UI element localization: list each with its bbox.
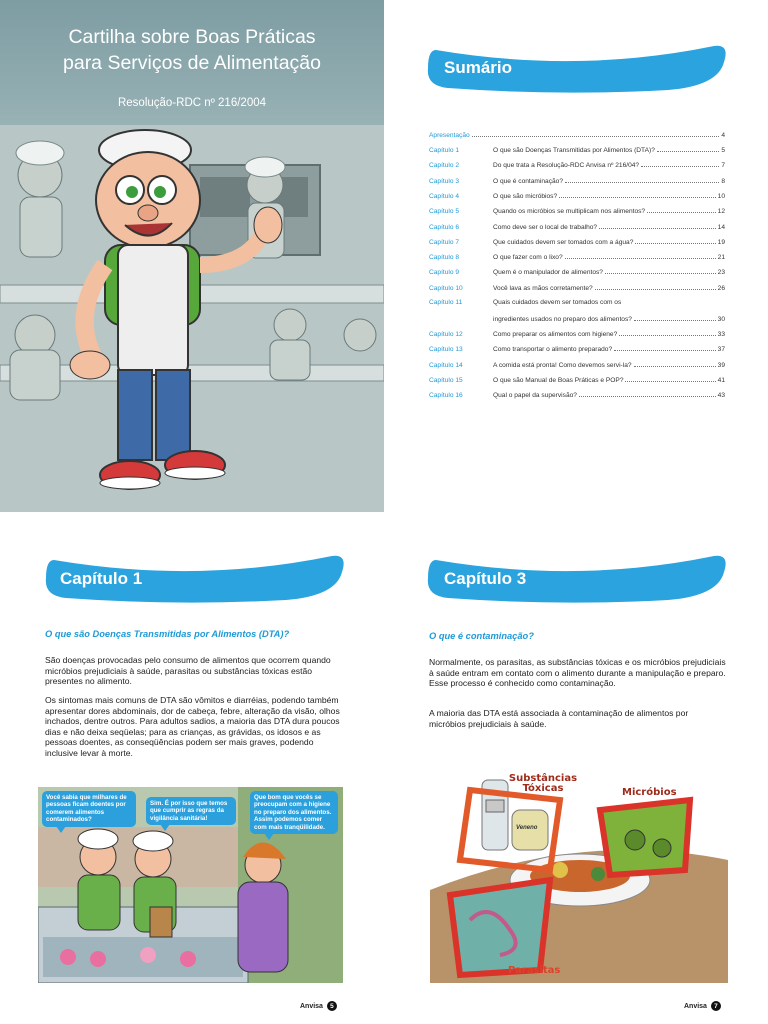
chapter3-illustration: [430, 770, 728, 983]
footer-page-number: 5: [327, 1001, 337, 1011]
chapter3-question: O que é contaminação?: [429, 631, 534, 641]
toc-chapter-title: Você lava as mãos corretamente?: [493, 284, 593, 292]
toc-row[interactable]: [429, 238, 725, 250]
chapter1-heading: Capítulo 1: [60, 569, 143, 588]
toc-chapter-label: Capítulo 2: [429, 162, 460, 170]
toc-chapter-label: Capítulo 7: [429, 238, 460, 246]
toc-page: 4: [721, 132, 725, 139]
toc-dots: [565, 177, 719, 183]
toc-dots: [657, 146, 719, 152]
toc-row[interactable]: [429, 345, 725, 357]
label-microbes: Micróbios: [622, 787, 677, 798]
toc-dots: [625, 376, 715, 382]
speech-bubble-1: Você sabia que milhares de pessoas ficam doentes por comerem alimentos contaminados?: [42, 791, 136, 827]
toc-chapter-label: Capítulo 10: [429, 284, 463, 292]
toc-row[interactable]: [429, 207, 725, 219]
toc-page: 8: [721, 177, 725, 185]
toc-row-continued[interactable]: [429, 315, 725, 327]
toc-chapter-label: Capítulo 8: [429, 254, 460, 262]
toc-page: 7: [721, 162, 725, 170]
toc-chapter-title: Quais cuidados devem ser tomados com os: [493, 299, 622, 306]
toc-chapter-title: O que são Manual de Boas Práticas e POP?: [493, 376, 624, 384]
toc-row[interactable]: [429, 376, 725, 388]
toc-page: 26: [717, 284, 725, 292]
toc-row[interactable]: [429, 223, 725, 235]
toc-dots: [635, 238, 715, 244]
toc-page: 33: [717, 331, 725, 338]
toc-page: 30: [717, 315, 725, 323]
speech-bubble-2: Sim. É por isso que temos que cumprir as regras da vigilância sanitária!: [146, 797, 236, 825]
toc-chapter-label: Capítulo 9: [429, 269, 460, 277]
toc-page: 21: [717, 254, 725, 262]
toc-page: 37: [717, 346, 725, 354]
chapter1-paragraph-2: Os sintomas mais comuns de DTA são vômitos e diarréias, podendo também apresentar dores abdominais, dor de cabeça, febre, alteração da visão, olhos inchados, dentre outros. Para adultos sadios, a maioria das DTA dura poucos dias e não deixa seqüelas; para as crianças, as grávidas, os idosos e as pessoas doentes, as conseqüências podem ser mais graves, podendo inclusive levar à morte.: [45, 695, 340, 758]
toc-row[interactable]: [429, 284, 725, 296]
toc-row[interactable]: [429, 361, 725, 373]
toc-row[interactable]: [429, 299, 725, 311]
bottle-label: Veneno: [516, 825, 538, 831]
label-toxic-substances: Substâncias Tóxicas: [508, 773, 578, 794]
toc-page: 43: [717, 392, 725, 400]
toc-dots: [559, 192, 716, 198]
toc-row[interactable]: [429, 146, 725, 158]
toc-chapter-label: Capítulo 13: [429, 346, 463, 354]
cover-illustration: [0, 125, 384, 512]
toc-page: 23: [717, 269, 725, 277]
toc-page: 10: [717, 192, 725, 200]
toc-row[interactable]: [429, 161, 725, 173]
toc-dots: [647, 207, 716, 213]
toc-chapter-title: Como deve ser o local de trabalho?: [493, 223, 598, 231]
chapter3-footer: [684, 1001, 721, 1011]
contamination-scene: [430, 770, 728, 983]
toc-dots: [599, 223, 716, 229]
chapter3-heading: Capítulo 3: [444, 569, 527, 588]
toc-chapter-title: O que fazer com o lixo?: [493, 254, 563, 262]
toc-page: 5: [721, 147, 725, 154]
footer-brand: Anvisa: [300, 1002, 323, 1010]
toc-chapter-title: O que são micróbios?: [493, 192, 558, 200]
toc-dots: [641, 161, 719, 167]
toc-page: 12: [717, 208, 725, 216]
toc-row[interactable]: [429, 268, 725, 280]
toc-dots: [634, 361, 716, 367]
toc-page: 14: [717, 223, 725, 231]
toc-chapter-title: Como preparar os alimentos com higiene?: [493, 331, 618, 338]
footer-brand: Anvisa: [684, 1002, 707, 1010]
toc-row-intro[interactable]: [429, 131, 725, 143]
toc-intro-label: Apresentação: [429, 132, 470, 139]
chapter3-paragraph-1: Normalmente, os parasitas, as substâncias tóxicas e os micróbios prejudiciais à saúde entram em contato com o alimento durante a manipulação e preparo. Esse processo é conhecido como contaminação.: [429, 657, 726, 689]
cover-subtitle: Resolução-RDC nº 216/2004: [117, 97, 267, 109]
toc-dots: [614, 345, 716, 351]
chapter1-paragraph-1: São doenças provocadas pelo consumo de alimentos que ocorrem quando micróbios prejudiciais à saúde, parasitas ou substâncias tóxicas estão presentes no alimento.: [45, 655, 331, 687]
toc-page: 41: [717, 376, 725, 384]
toc-chapter-title: Do que trata a Resolução-RDC Anvisa nº 216/04?: [493, 162, 640, 170]
cover-page: [0, 0, 384, 512]
label-parasites: Parasitas: [508, 965, 561, 976]
toc-dots: [634, 315, 716, 321]
toc-chapter-label: Capítulo 3: [429, 177, 460, 185]
toc-row[interactable]: [429, 253, 725, 265]
toc-chapter-label: Capítulo 12: [429, 331, 463, 338]
chapter1-footer: [300, 1001, 337, 1011]
footer-page-number: 7: [711, 1001, 721, 1011]
toc-chapter-label: Capítulo 14: [429, 361, 463, 369]
cover-title: Cartilha sobre Boas Práticas para Serviços de Alimentação: [63, 26, 321, 74]
chapter1-question: O que são Doenças Transmitidas por Alimentos (DTA)?: [45, 629, 290, 639]
toc-dots: [605, 268, 716, 274]
toc-chapter-title: O que são Doenças Transmitidas por Alimentos (DTA)?: [493, 147, 655, 154]
toc-chapter-title: A comida está pronta! Como devemos servi-la?: [493, 361, 632, 369]
toc-chapter-title: Qual o papel da supervisão?: [493, 392, 577, 400]
toc-row[interactable]: [429, 192, 725, 204]
toc-chapter-title: Que cuidados devem ser tomados com a água?: [493, 238, 634, 246]
toc-chapter-title: Quem é o manipulador de alimentos?: [493, 269, 603, 277]
toc-row[interactable]: [429, 177, 725, 189]
toc-row[interactable]: [429, 391, 725, 403]
toc-chapter-title-continued: ingredientes usados no preparo dos alimentos?: [493, 315, 632, 323]
chapter1-banner: [36, 548, 346, 608]
toc-chapter-label: Capítulo 11: [429, 299, 463, 306]
toc-page: 19: [717, 238, 725, 246]
toc-chapter-label: Capítulo 6: [429, 223, 460, 231]
speech-bubble-3: Que bom que vocês se preocupam com a higiene no preparo dos alimentos. Assim podemos comer com mais tranqüilidade.: [250, 791, 338, 834]
summary-banner: [418, 38, 728, 98]
toc-chapter-title: Quando os micróbios se multiplicam nos alimentos?: [493, 208, 646, 216]
summary-heading: Sumário: [444, 58, 513, 77]
toc-chapter-label: Capítulo 4: [429, 192, 460, 200]
toc-row[interactable]: [429, 330, 725, 342]
toc-chapter-title: O que é contaminação?: [493, 177, 564, 185]
chapter3-paragraph-2: A maioria das DTA está associada à contaminação de alimentos por micróbios prejudiciais à saúde.: [429, 708, 689, 729]
toc-chapter-label: Capítulo 5: [429, 208, 460, 216]
toc-chapter-label: Capítulo 1: [429, 147, 460, 154]
toc-dots: [565, 253, 716, 259]
toc-dots: [619, 330, 715, 336]
toc-chapter-title: Como transportar o alimento preparado?: [493, 346, 613, 354]
chapter1-illustration: [38, 787, 343, 983]
toc-dots: [579, 391, 716, 397]
toc-chapter-label: Capítulo 16: [429, 392, 463, 400]
chapter3-banner: [418, 548, 728, 608]
toc-page: 39: [717, 361, 725, 369]
toc-dots: [595, 284, 716, 290]
toc-chapter-label: Capítulo 15: [429, 376, 463, 384]
toc-dots: [472, 131, 720, 137]
